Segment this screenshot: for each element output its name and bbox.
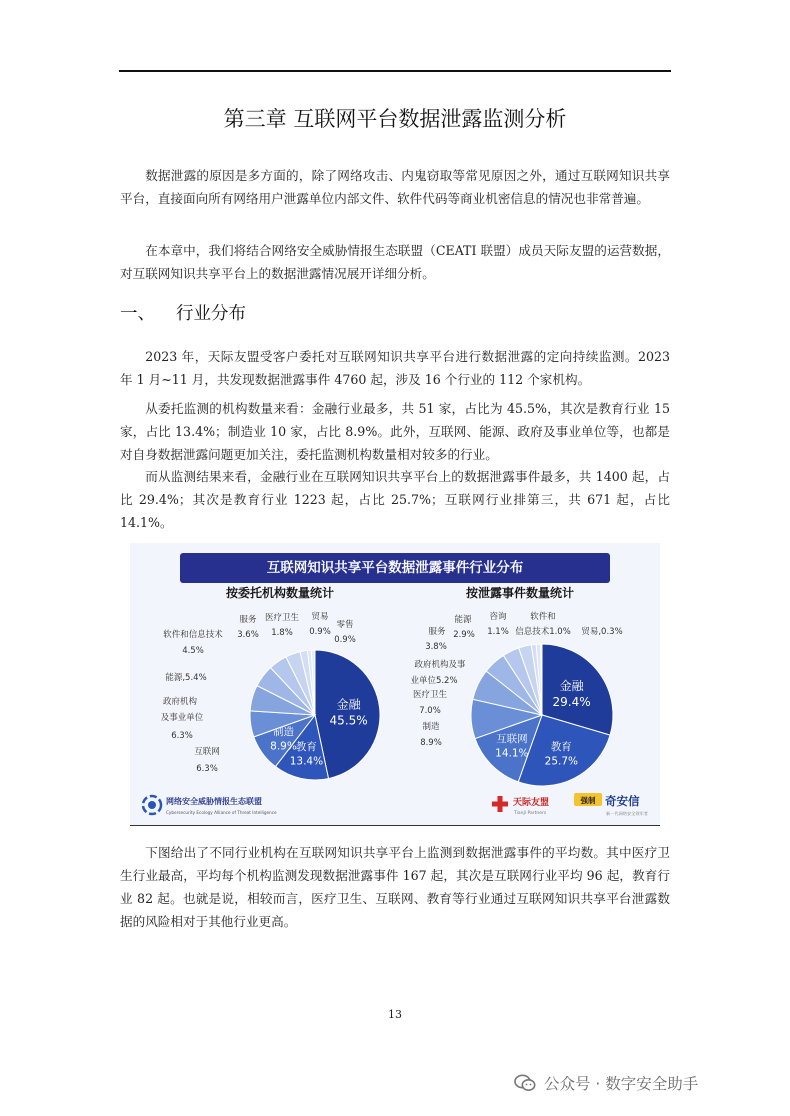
- industry-distribution-figure: [130, 543, 660, 825]
- section-number: 一、: [120, 304, 155, 324]
- wechat-icon: [514, 1074, 536, 1092]
- figure-banner: 互联网知识共享平台数据泄露事件行业分布: [180, 553, 610, 583]
- watermark: [514, 1072, 698, 1094]
- pie-0-value-1: 13.4%: [289, 755, 324, 768]
- section-paragraph-2: 从委托监测的机构数量来看：金融行业最多，共 51 家，占比为 45.5%，其次是教育行业 15 家，占比 13.4%；制造业 10 家，占比 8.9%。此外，互联网、能源、政府及事业单位等，也都是对自身数据泄露问题更加关注，委托监测机构数量相对较多的行业。: [120, 401, 670, 462]
- value-right-consult: 1.1%: [487, 627, 509, 637]
- section-paragraph-1: 2023 年，天际友盟受客户委托对互联网知识共享平台进行数据泄露的定向持续监测。2023 年 1 月~11 月，共发现数据泄露事件 4760 起，涉及 16 个行业的 112 个家机构。: [120, 349, 670, 387]
- value-right-software: 信息技术1.0%: [515, 627, 571, 637]
- qianxin-tagline: 新一代网络安全领军者: [606, 811, 648, 816]
- value-right-medical: 7.0%: [419, 706, 441, 716]
- ceati-emblem-icon: [143, 796, 161, 814]
- figure-bottom-rule: [130, 825, 660, 826]
- section-heading-industry: [120, 300, 246, 325]
- qianxin-badge-text: 强制: [580, 796, 596, 805]
- ceati-english: Cybersecurity Ecology Alliance of Threat Intelligence: [166, 810, 277, 815]
- value-left-software: 4.5%: [182, 646, 204, 656]
- pie-0-label-0: 金融: [336, 697, 361, 712]
- section-paragraph-3: 而从监测结果来看，金融行业在互联网知识共享平台上的数据泄露事件最多，共 1400 起，占比 29.4%；其次是教育行业 1223 起，占比 25.7%；互联网行业排第三，共 671 起，占比 14.1%。: [120, 469, 670, 530]
- chapter-title: 第三章 互联网平台数据泄露监测分析: [223, 107, 567, 131]
- label-left-trade: 贸易: [311, 612, 329, 622]
- label-right-gov-1: 政府机构及事: [414, 660, 466, 670]
- value-right-service: 3.8%: [425, 642, 447, 652]
- value-right-energy: 2.9%: [453, 630, 475, 640]
- value-left-energy: 能源,5.4%: [165, 673, 207, 683]
- value-right-gov: 业单位5.2%: [410, 676, 458, 686]
- closing-paragraph: 下图给出了不同行业机构在互联网知识共享平台上监测到数据泄露事件的平均数。其中医疗卫生行业最高，平均每个机构监测发现数据泄露事件 167 起，其次是互联网行业平均 96 起，教育行业 82 起。也就是说，相较而言，医疗卫生、互联网、教育等行业通过互联网知识共享平台泄露数据的风险相对于其他行业更高。: [120, 845, 670, 929]
- chart-title-right: 按泄露事件数量统计: [465, 586, 575, 600]
- value-right-trade: 贸易,0.3%: [581, 627, 623, 637]
- pie-0-label-1: 教育: [295, 741, 317, 754]
- qianxin-logo: [574, 793, 648, 817]
- label-left-internet: 互联网: [194, 747, 220, 757]
- tianji-name: 天际友盟: [513, 798, 550, 808]
- pie-right: [471, 644, 613, 786]
- pie-1-value-1: 25.7%: [544, 755, 579, 768]
- page-number: 13: [388, 1008, 402, 1021]
- pie-1-value-0: 29.4%: [552, 694, 591, 709]
- label-right-service: 服务: [428, 627, 446, 637]
- label-left-gov-1: 政府机构: [162, 697, 198, 707]
- pie-1-label-0: 金融: [559, 678, 584, 693]
- label-left-software: 软件和信息技术: [163, 630, 223, 640]
- value-left-gov: 6.3%: [171, 731, 193, 741]
- value-left-service: 3.6%: [237, 630, 259, 640]
- tianji-cross-icon: [492, 796, 508, 812]
- label-right-software-1: 软件和: [530, 612, 556, 622]
- tianji-logo: [492, 796, 549, 816]
- pie-0-value-0: 45.5%: [329, 713, 368, 728]
- intro-paragraph-1: 数据泄露的原因是多方面的，除了网络攻击、内鬼窃取等常见原因之外，通过互联网知识共享平台，直接面向所有网络用户泄露单位内部文件、软件代码等商业机密信息的情况也非常普遍。: [120, 168, 670, 206]
- pie-charts: [130, 543, 660, 825]
- pie-1-label-2: 互联网: [496, 733, 528, 746]
- label-right-medical: 医疗卫生: [412, 690, 448, 700]
- qianxin-name: 奇安信: [605, 794, 640, 808]
- watermark-text: 公众号 · 数字安全助手: [544, 1075, 699, 1093]
- label-left-gov-2: 及事业单位: [160, 713, 204, 723]
- value-left-internet: 6.3%: [196, 764, 218, 774]
- pie-left: [250, 650, 380, 780]
- value-left-trade: 0.9%: [309, 627, 331, 637]
- chart-title-left: 按委托机构数量统计: [225, 586, 335, 600]
- value-left-medical: 1.8%: [271, 628, 293, 638]
- label-right-manufacture: 制造: [422, 722, 440, 732]
- value-left-retail: 0.9%: [334, 635, 356, 645]
- pie-1-label-1: 教育: [550, 740, 572, 753]
- label-left-service: 服务: [239, 615, 257, 625]
- label-right-consult: 咨询: [489, 612, 507, 622]
- label-left-medical: 医疗卫生: [264, 613, 300, 623]
- pie-1-value-2: 14.1%: [495, 747, 529, 760]
- label-left-retail: 零售: [336, 620, 354, 630]
- tianji-english: TianJi Partners: [514, 811, 547, 816]
- label-right-energy: 能源: [454, 615, 472, 625]
- value-right-manufacture: 8.9%: [420, 738, 442, 748]
- pie-0-label-2: 制造: [272, 725, 294, 738]
- section-title: 行业分布: [176, 304, 246, 324]
- ceati-logo: [143, 796, 277, 815]
- ceati-name: 网络安全威胁情报生态联盟: [166, 797, 262, 806]
- pie-0-value-2: 8.9%: [270, 740, 297, 753]
- header-rule: [119, 70, 671, 72]
- intro-paragraph-2: 在本章中，我们将结合网络安全威胁情报生态联盟（CEATI 联盟）成员天际友盟的运营数据，对互联网知识共享平台上的数据泄露情况展开详细分析。: [120, 243, 670, 281]
